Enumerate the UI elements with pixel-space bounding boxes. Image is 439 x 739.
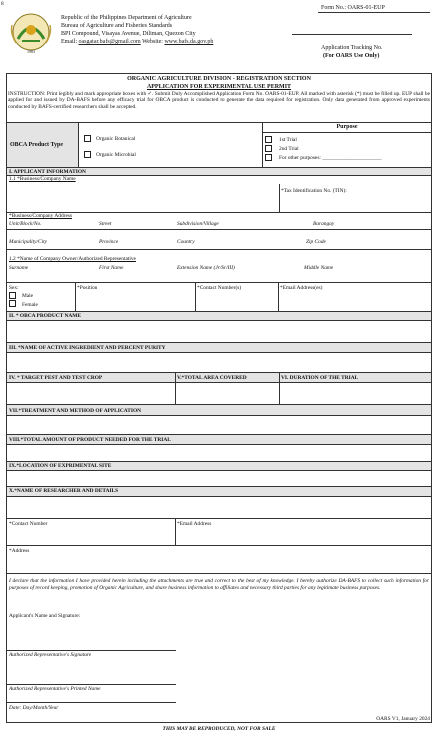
target-pest-field[interactable] <box>8 384 173 402</box>
treatment-heading: VII.*TREATMENT AND METHOD OF APPLICATION <box>9 408 142 414</box>
researcher-email-label: *Email Address <box>177 521 212 527</box>
contact-line <box>61 39 213 46</box>
sex-label: Sex: <box>9 285 19 291</box>
position-label: *Position <box>77 285 98 291</box>
researcher-contact-label: *Contact Number <box>9 521 48 527</box>
declaration-text: I declare that the information I have provided herein including the attachments are true and correct to the best of my knowledge. I hereby authorize DA-BAFS to collect such information for purposes of record keeping, promotion of Organic Agriculture, and share business information to affiliates and necessary third parties for any legitimate business purposes. <box>9 578 429 592</box>
applicant-signature-label: Applicant's Name and Signature: <box>9 613 81 619</box>
other-purpose-checkbox[interactable] <box>265 154 272 161</box>
duration-field[interactable] <box>281 384 430 402</box>
agency-line3: BPI Compound, Visayas Avenue, Diliman, Quezon City <box>61 31 196 37</box>
first-trial-label: 1st Trial <box>279 137 297 143</box>
location-heading: IX.*LOCATION OF EXPRIMENTAL SITE <box>9 463 112 469</box>
total-amount-heading: VIII.*TOTAL AMOUNT OF PRODUCT NEEDED FOR THE TRIAL <box>9 437 171 443</box>
logo-year: 1983 <box>27 49 35 54</box>
rep-printed-name-label: Authorized Representative's Printed Name <box>9 686 101 692</box>
email-address-label: *Email Address(es) <box>280 285 323 291</box>
product-name-field[interactable] <box>8 322 430 340</box>
unit-block-label: Unit/Block/No. <box>9 221 42 227</box>
purpose-label: Purpose <box>336 124 358 130</box>
section-title: ORGANIC AGRICULTURE DIVISION - REGISTRATION SECTION <box>127 76 311 82</box>
active-ingredient-field[interactable] <box>8 354 430 370</box>
business-address-label: *Business/Company Address <box>9 213 73 219</box>
middle-name-label: Middle Name <box>304 265 334 271</box>
instruction-text: INSTRUCTION: Print legibly and mark appropriate boxes with ✓. Submit Duly Accomplished Application Form No. OARS-01-EUP. All marked with asterisk (*) must be filled up. EUP shall be applied for and issued by DA-BAFS before any efficacy trial for OBCA product is conducted to generate the data required for registration. Only data generated from approved experiments conducted by BAFS-certified researchers shall be accepted. <box>8 91 430 110</box>
product-name-heading: II. * OBCA PRODUCT NAME <box>9 313 81 319</box>
first-trial-checkbox[interactable] <box>265 136 272 143</box>
product-type-label: OBCA Product Type <box>10 142 64 148</box>
active-ingredient-heading: III. *NAME OF ACTIVE INGREDIENT AND PERCENT PURITY <box>9 345 166 351</box>
owner-name-label: 1.2 *Name of Company Owner/Authorized Representative <box>9 256 136 262</box>
tracking-label: Application Tracking No. <box>321 45 383 51</box>
website-link[interactable]: www.bafs.da.gov.ph <box>164 39 214 45</box>
total-area-field[interactable] <box>177 384 277 402</box>
street-label: Street <box>99 221 112 227</box>
page-mark: 8 <box>1 1 4 7</box>
other-purpose-label: For other purposes: ______________________ <box>279 155 382 161</box>
total-area-heading: V.*TOTAL AREA COVERED <box>177 375 247 381</box>
applicant-info-heading: I. APPLICANT INFORMATION <box>9 169 86 175</box>
rep-signature-label: Authorized Representative's Signature <box>9 652 92 658</box>
duration-heading: VI. DURATION OF THE TRIAL <box>281 375 359 381</box>
male-checkbox[interactable] <box>9 292 16 299</box>
organic-botanical-checkbox[interactable] <box>84 135 91 142</box>
researcher-heading: X.*NAME OF RESEARCHER AND DETAILS <box>9 488 119 494</box>
male-label: Male <box>22 293 34 299</box>
organic-botanical-label: Organic Botanical <box>96 136 136 142</box>
researcher-address-label: *Address <box>9 548 30 554</box>
second-trial-checkbox[interactable] <box>265 145 272 152</box>
business-name-field[interactable] <box>8 184 276 210</box>
target-pest-heading: IV. * TARGET PEST AND TEST CROP <box>9 375 103 381</box>
surname-label: Surname <box>9 265 29 271</box>
organic-microbial-checkbox[interactable] <box>84 151 91 158</box>
extension-name-label: Extension Name (Jr/Sr/III) <box>177 265 235 271</box>
barangay-label: Barangay <box>313 221 335 227</box>
total-amount-field[interactable] <box>8 446 430 460</box>
tin-field[interactable] <box>281 196 429 210</box>
business-name-label: 1.1 *Business/Company Name <box>9 176 76 182</box>
organic-microbial-label: Organic Microbial <box>96 152 136 158</box>
form-number: Form No.: OARS-01-EUP <box>321 5 385 11</box>
website-label: Website: <box>142 39 163 45</box>
agency-line2: Bureau of Agriculture and Fisheries Standards <box>61 23 173 29</box>
female-checkbox[interactable] <box>9 300 16 307</box>
treatment-field[interactable] <box>8 417 430 433</box>
tin-label: *Tax Identification No. (TIN): <box>281 188 347 194</box>
bafs-logo <box>8 11 54 55</box>
first-name-label: First Name <box>99 265 124 271</box>
province-label: Province <box>99 239 119 245</box>
female-label: Female <box>22 302 38 308</box>
municipality-label: Municipality/City <box>9 239 48 245</box>
researcher-name-field[interactable] <box>8 498 430 516</box>
form-title: APPLICATION FOR EXPERIMENTAL USE PERMIT <box>146 84 292 90</box>
country-label: Country <box>177 239 195 245</box>
zip-code-label: Zip Code <box>306 239 326 245</box>
email-label: Email: <box>61 39 77 45</box>
applicant-signature-field[interactable] <box>9 622 209 648</box>
agency-line1: Republic of the Philippines Department of Agriculture <box>61 15 192 21</box>
tracking-number-line[interactable] <box>292 34 412 35</box>
reproduction-notice: THIS MAY BE REPRODUCED, NOT FOR SALE <box>162 726 276 732</box>
tracking-note: (For OARS Use Only) <box>323 53 380 59</box>
subdivision-label: Subdivision/Village <box>177 221 219 227</box>
second-trial-label: 2nd Trial <box>279 146 299 152</box>
contact-number-label: *Contact Number(s) <box>197 285 242 291</box>
date-label: Date: Day/Month/Year <box>9 705 59 711</box>
version-label: OARS V1, January 2024 <box>376 716 430 722</box>
location-field[interactable] <box>8 472 430 484</box>
email-link[interactable]: oasgatar.bafs@gmail.com <box>78 39 141 45</box>
